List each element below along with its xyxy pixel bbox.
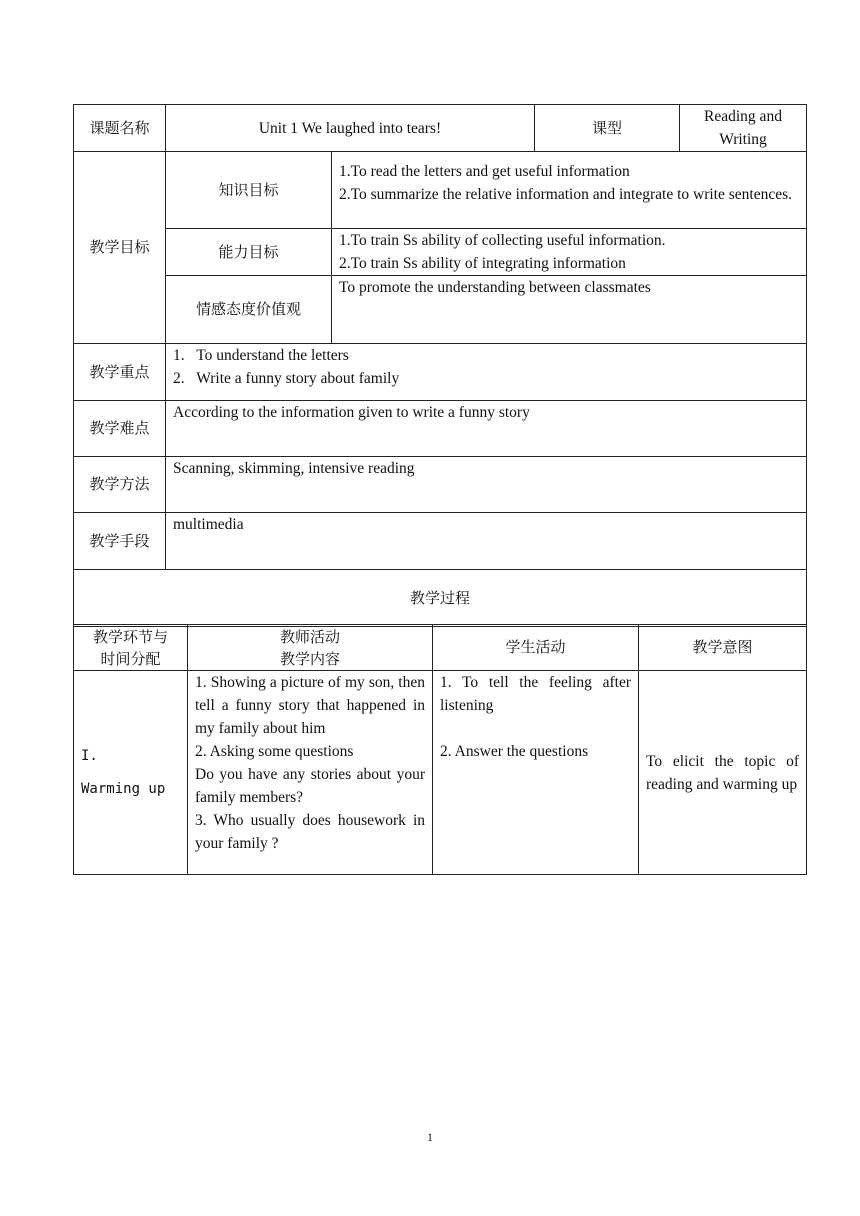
table-row [74,671,807,875]
teacher-column-header [188,625,433,671]
teacher-activity-item: Do you have any stories about your family members? [195,766,425,806]
key-points-label: 教学重点 [74,344,166,401]
difficult-points-label: 教学难点 [74,401,166,457]
difficult-points-row [74,401,807,457]
methods-row [74,457,807,513]
student-activity-item: 2. Answer the questions [440,743,589,760]
means-row [74,513,807,570]
teacher-activity-item: 3. Who usually does housework in your family ? [195,812,425,852]
knowledge-label: 知识目标 [166,152,332,229]
emotion-row [74,276,807,344]
ability-item: 1.To train Ss ability of collecting useful information. [339,232,666,249]
teacher-header-line2: 教学内容 [279,649,340,668]
stage-header-line1: 教学环节与 [92,627,168,646]
means-content: multimedia [166,513,807,570]
intent-cell: To elicit the topic of reading and warming up [639,671,807,875]
process-title: 教学过程 [74,570,807,627]
process-title-row [74,570,807,627]
key-point-item [173,367,799,390]
knowledge-row [74,152,807,229]
type-value-line2: Writing [719,131,767,148]
ability-row [74,229,807,276]
stage-column-header [74,625,188,671]
knowledge-item: 2.To summarize the relative information and integrate to write sentences. [339,186,792,203]
stage-cell [74,671,188,875]
spacer [440,717,631,740]
topic-label: 课题名称 [74,105,166,152]
stage-header-line2: 时间分配 [100,649,161,668]
key-point-number: 1. [173,347,185,364]
ability-label: 能力目标 [166,229,332,276]
teacher-activity-item: 2. Asking some questions [195,743,354,760]
student-column-header: 学生活动 [433,625,639,671]
emotion-label: 情感态度价值观 [166,276,332,344]
ability-content [332,229,807,276]
key-point-text: Write a funny story about family [196,370,400,387]
key-points-row [74,344,807,401]
teacher-header-line1: 教师活动 [279,627,340,646]
page-number: 1 [427,1130,433,1144]
type-value-line1: Reading and [704,108,782,125]
methods-label: 教学方法 [74,457,166,513]
topic-value: Unit 1 We laughed into tears! [166,105,535,152]
key-points-content [166,344,807,401]
key-point-item [173,344,799,367]
objectives-label: 教学目标 [74,152,166,344]
teacher-activity-cell [188,671,433,875]
methods-content: Scanning, skimming, intensive reading [166,457,807,513]
process-table [73,624,807,875]
lesson-info-table [73,104,807,627]
intent-column-header: 教学意图 [639,625,807,671]
key-point-number: 2. [173,370,185,387]
stage-name: Warming up [81,780,166,797]
topic-row [74,105,807,152]
type-label: 课型 [535,105,680,152]
emotion-content: To promote the understanding between classmates [332,276,807,344]
knowledge-item: 1.To read the letters and get useful information [339,163,630,180]
key-point-text: To understand the letters [196,347,349,364]
student-activity-cell [433,671,639,875]
difficult-points-content: According to the information given to write a funny story [166,401,807,457]
means-label: 教学手段 [74,513,166,570]
process-header-row [74,625,807,671]
ability-item: 2.To train Ss ability of integrating information [339,255,626,272]
student-activity-item: 1. To tell the feeling after listening [440,674,631,714]
knowledge-content [332,152,807,229]
stage-number: I. [81,747,98,764]
teacher-activity-item: 1. Showing a picture of my son, then tell a funny story that happened in my family about him [195,674,425,737]
type-value [680,105,807,152]
